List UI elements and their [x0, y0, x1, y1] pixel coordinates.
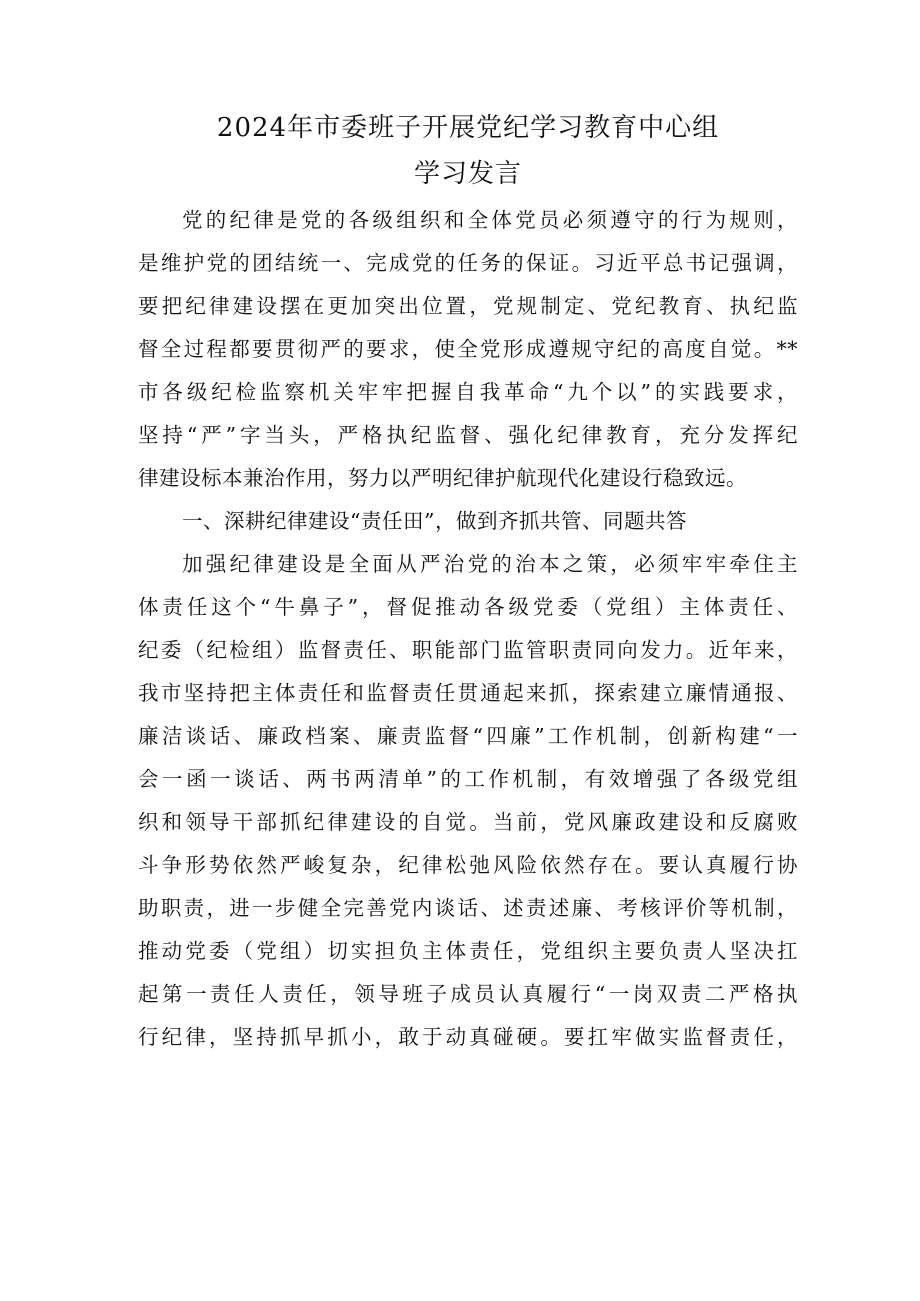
- paragraph-2-line: 会一函一谈话、两书两清单”的工作机制，有效增强了各级党组: [138, 767, 798, 791]
- title-line-1: 2024年市委班子开展党纪学习教育中心组: [216, 113, 720, 143]
- paragraph-1-line: 律建设标本兼治作用，努力以严明纪律护航现代化建设行稳致远。: [138, 466, 747, 490]
- paragraph-2-line: 斗争形势依然严峻复杂，纪律松弛风险依然存在。要认真履行协: [138, 853, 798, 877]
- paragraph-2-line: 起第一责任人责任，领导班子成员认真履行“一岗双责二严格执: [138, 982, 798, 1006]
- paragraph-2-line: 我市坚持把主体责任和监督责任贯通起来抓，探索建立廉情通报、: [138, 681, 798, 705]
- paragraph-1-line: 党的纪律是党的各级组织和全体党员必须遵守的行为规则，: [182, 208, 798, 232]
- paragraph-2-line: 织和领导干部抓纪律建设的自觉。当前，党风廉政建设和反腐败: [138, 810, 798, 834]
- paragraph-1-line: 是维护党的团结统一、完成党的任务的保证。习近平总书记强调，: [138, 251, 798, 275]
- paragraph-1-line: 坚持“严”字当头，严格执纪监督、强化纪律教育，充分发挥纪: [138, 423, 798, 447]
- title-line-2: 学习发言: [413, 159, 522, 189]
- paragraph-1-line: 要把纪律建设摆在更加突出位置，党规制定、党纪教育、执纪监: [138, 294, 798, 318]
- paragraph-2-line: 纪委（纪检组）监督责任、职能部门监管职责同向发力。近年来，: [138, 638, 798, 662]
- paragraph-2-line: 体责任这个“牛鼻子”，督促推动各级党委（党组）主体责任、: [138, 595, 798, 619]
- paragraph-1-line: 督全过程都要贯彻严的要求，使全党形成遵规守纪的高度自觉。**: [138, 337, 798, 361]
- document-title: [138, 105, 798, 197]
- paragraph-2-line: 助职责，进一步健全完善党内谈话、述责述廉、考核评价等机制，: [138, 896, 798, 920]
- paragraph-2-line: 廉洁谈话、廉政档案、廉责监督“四廉”工作机制，创新构建“一: [138, 724, 798, 748]
- document-page: [138, 105, 798, 1059]
- document-body: [138, 199, 798, 1059]
- paragraph-2-line: 推动党委（党组）切实担负主体责任，党组织主要负责人坚决扛: [138, 939, 798, 963]
- paragraph-1-line: 市各级纪检监察机关牢牢把握自我革命“九个以”的实践要求，: [138, 380, 798, 404]
- paragraph-2-line: 行纪律，坚持抓早抓小，敢于动真碰硬。要扛牢做实监督责任，: [138, 1025, 798, 1049]
- section-heading-1: 一、深耕纪律建设“责任田”，做到齐抓共管、同题共答: [182, 509, 687, 533]
- paragraph-2-line: 加强纪律建设是全面从严治党的治本之策，必须牢牢牵住主: [182, 552, 798, 576]
